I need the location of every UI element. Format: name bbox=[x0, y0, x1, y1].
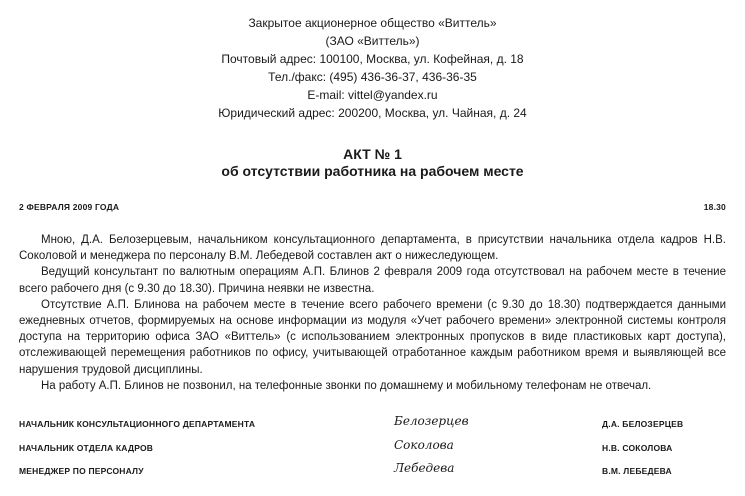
dateline bbox=[19, 202, 726, 212]
act-date: 2 ФЕВРАЛЯ 2009 ГОДА bbox=[19, 202, 120, 212]
act-time: 18.30 bbox=[703, 202, 726, 212]
handwritten-signature: Лебедева bbox=[394, 461, 455, 475]
paragraph: Мною, Д.А. Белозерцевым, начальником консультационного департамента, в присутствии начальника отдела кадров Н.В. Соколовой и менеджера по персоналу В.М. Лебедевой составлен акт о нижеследующем. bbox=[19, 234, 726, 263]
handwritten-signature: Соколова bbox=[394, 438, 454, 452]
act-subject: об отсутствии работника на рабочем месте bbox=[221, 163, 524, 179]
email-address: E-mail: vittel@yandex.ru bbox=[307, 88, 438, 102]
postal-address: Почтовый адрес: 100100, Москва, ул. Кофейная, д. 18 bbox=[221, 52, 524, 66]
signer-name: Н.В. СОКОЛОВА bbox=[602, 443, 673, 453]
paragraph: Ведущий консультант по валютным операциям А.П. Блинов 2 февраля 2009 года отсутствовал на рабочем месте в течение всего рабочего дня (с 9.30 до 18.30). Причина неявки не известна. bbox=[19, 266, 726, 295]
signer-name: В.М. ЛЕБЕДЕВА bbox=[602, 466, 672, 476]
act-body bbox=[19, 232, 726, 394]
signer-name: Д.А. БЕЛОЗЕРЦЕВ bbox=[602, 419, 684, 429]
phone-fax: Тел./факс: (495) 436-36-37, 436-36-35 bbox=[268, 70, 477, 84]
signer-role: МЕНЕДЖЕР ПО ПЕРСОНАЛУ bbox=[19, 466, 144, 476]
signature-row bbox=[19, 416, 726, 432]
document-title bbox=[0, 146, 745, 180]
paragraph: Отсутствие А.П. Блинова на рабочем месте в течение всего рабочего времени (с 9.30 до 18.30) подтверждается данными ежедневных отчетов, формируемых на основе информации из модуля «Учет рабочего времени» электронной системы контроля доступа на территорию офиса ЗАО «Виттель» (с использованием электронных пропусков в виде пластиковых карт доступа), отслеживающей перемещения работников по офису, учитывающей отработанное каждым работником время и выявляющей все нарушения трудовой дисциплины. bbox=[19, 298, 726, 376]
signer-role: НАЧАЛЬНИК КОНСУЛЬТАЦИОННОГО ДЕПАРТАМЕНТА bbox=[19, 419, 256, 429]
legal-address: Юридический адрес: 200200, Москва, ул. Чайная, д. 24 bbox=[218, 106, 527, 120]
handwritten-signature: Белозерцев bbox=[394, 414, 469, 428]
signer-role: НАЧАЛЬНИК ОТДЕЛА КАДРОВ bbox=[19, 443, 154, 453]
company-header bbox=[0, 14, 745, 122]
paragraph: На работу А.П. Блинов не позвонил, на телефонные звонки по домашнему и мобильному телефонам не отвечал. bbox=[41, 379, 652, 392]
company-name: Закрытое акционерное общество «Виттель» bbox=[248, 16, 497, 30]
signature-row bbox=[19, 463, 726, 479]
signature-row bbox=[19, 440, 726, 456]
act-number: АКТ № 1 bbox=[343, 146, 402, 162]
company-short-name: (ЗАО «Виттель») bbox=[325, 34, 420, 48]
